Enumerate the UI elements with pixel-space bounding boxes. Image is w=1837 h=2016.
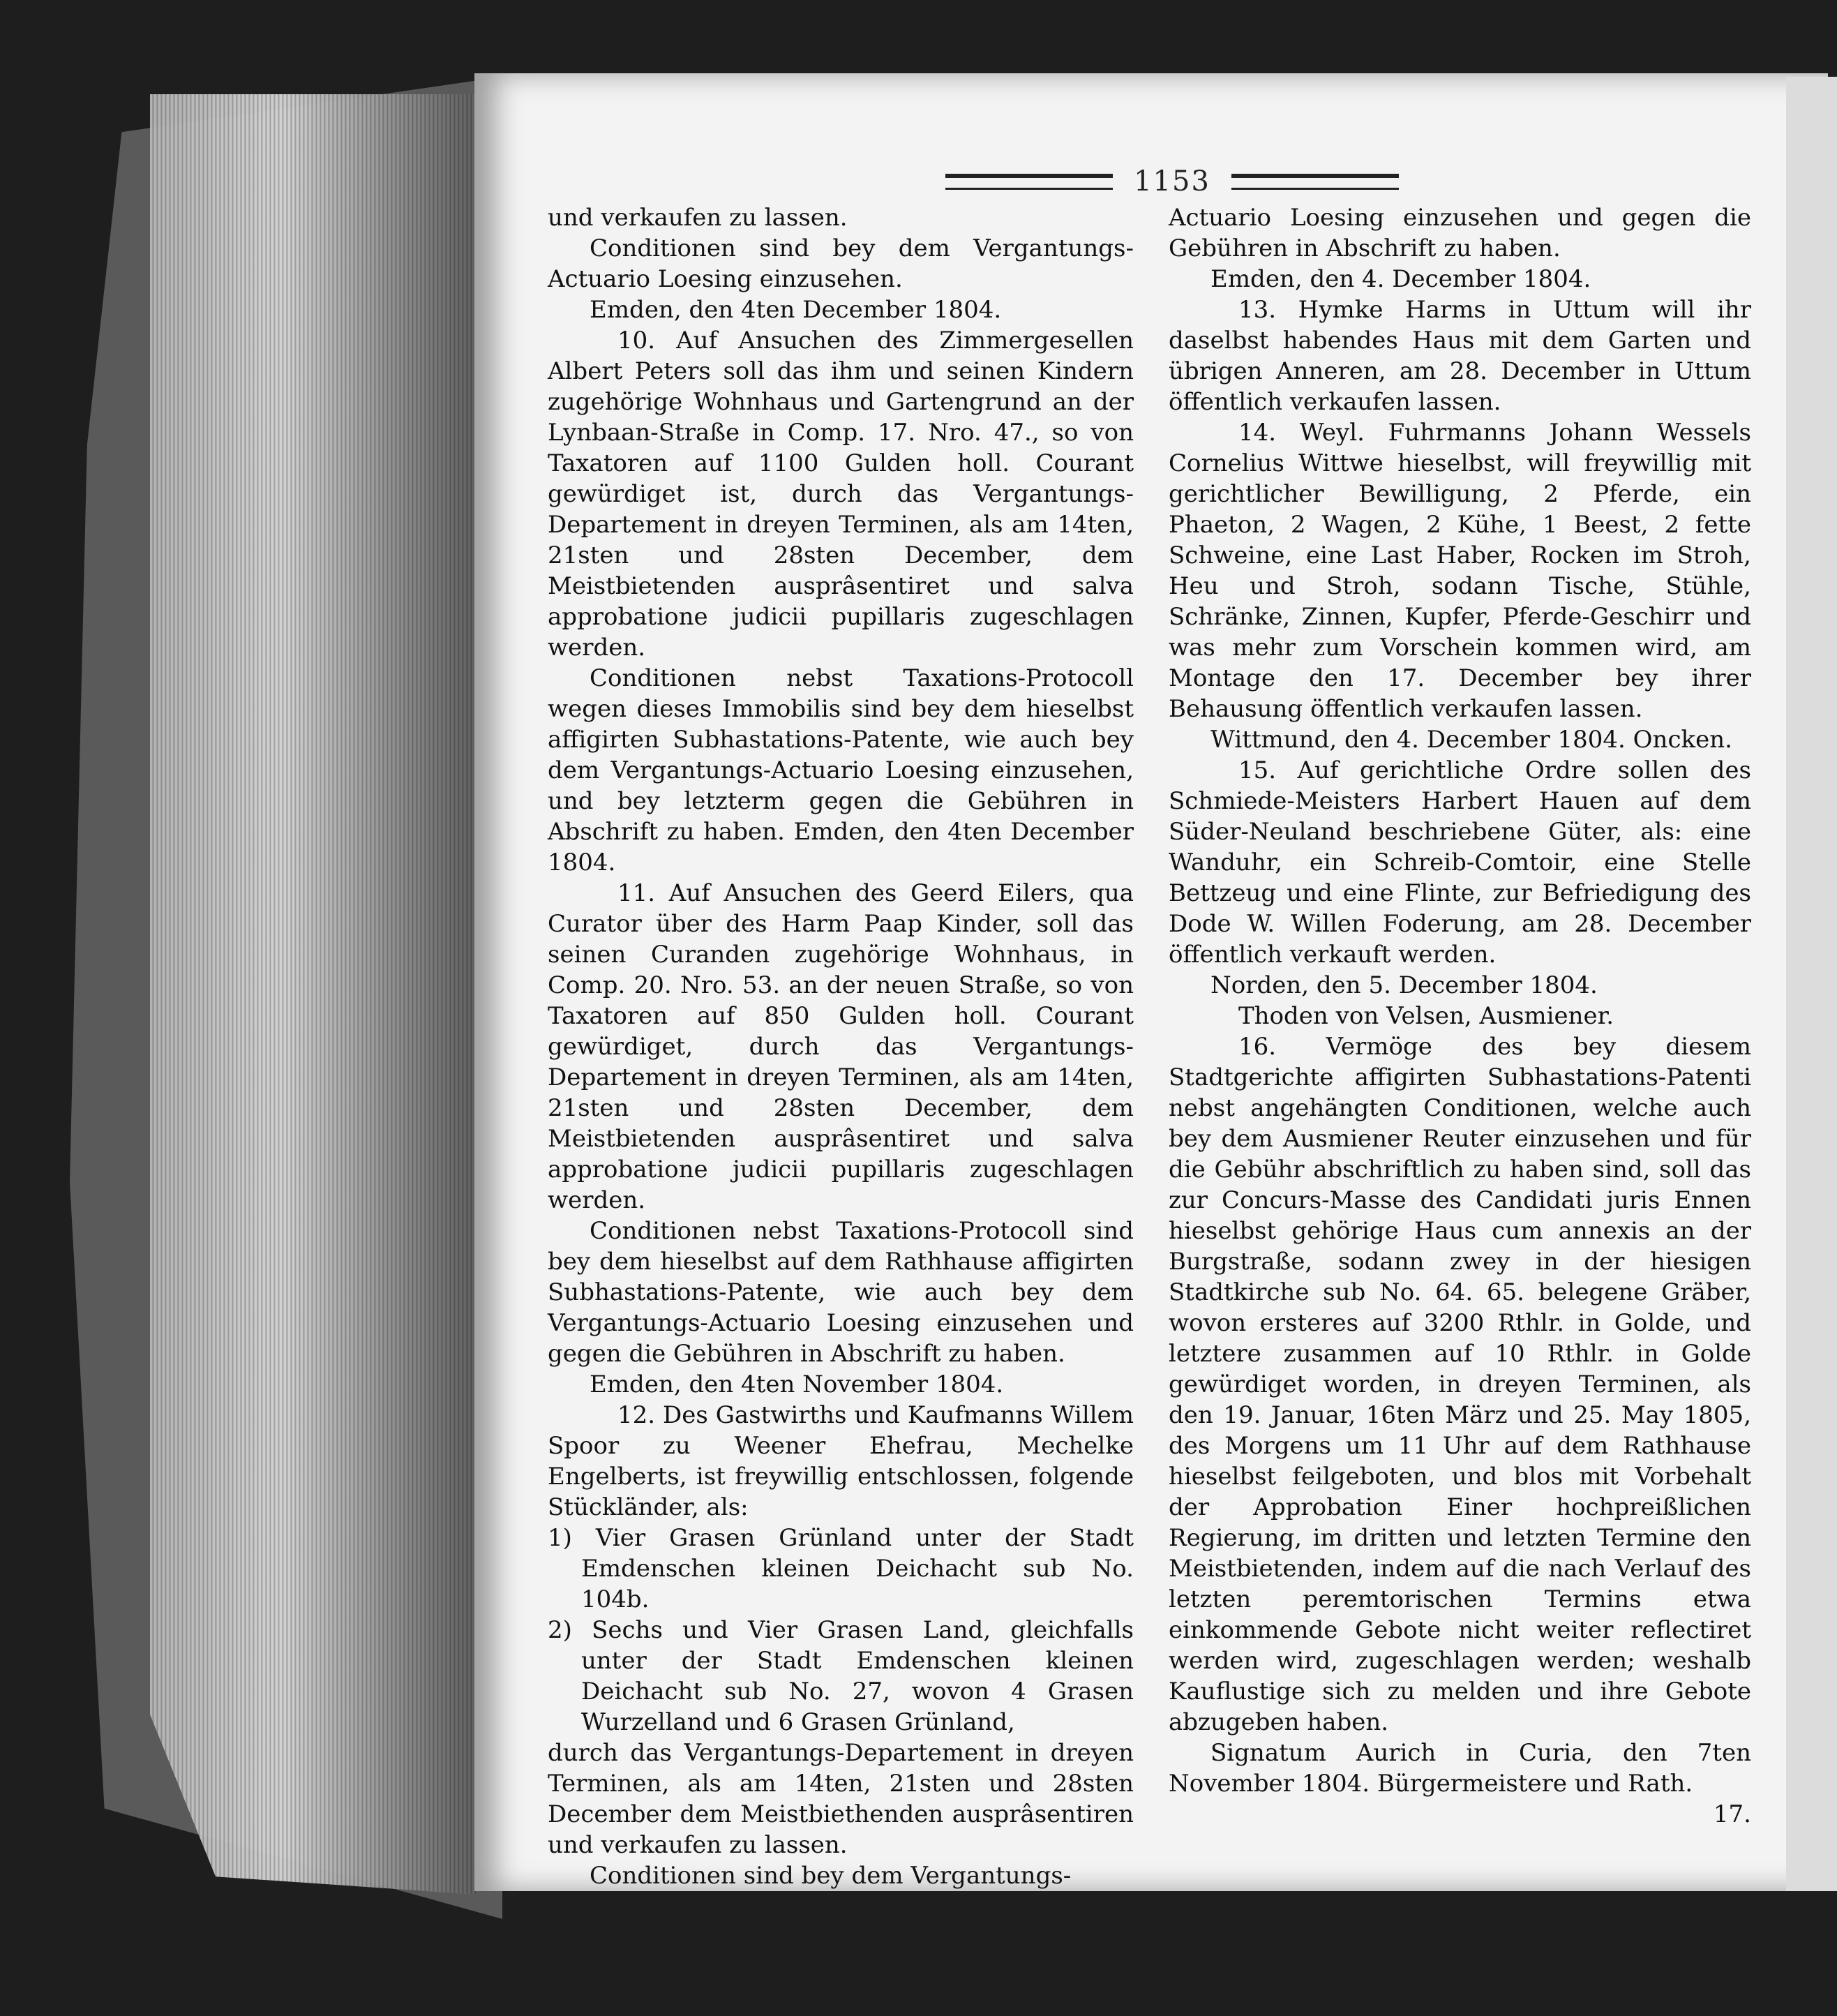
header-rule-right xyxy=(1231,174,1399,190)
page-number: 1153 xyxy=(1134,165,1210,197)
catchword: 17. xyxy=(1713,1800,1751,1828)
paragraph: Conditionen nebst Taxations-Protocoll wegen dieses Immobilis sind bey dem hieselbst affigirten Subhastations-Patente, wie auch bey dem Vergantungs-Actuario Loesing einzusehen, und bey letzterm gegen die Gebühren in Abschrift zu haben. Emden, den 4ten December 1804. xyxy=(548,664,1134,876)
dateline: Emden, den 4ten November 1804. xyxy=(590,1371,1004,1398)
notice-15: 15. Auf gerichtliche Ordre sollen des Schmiede-Meisters Harbert Hauen auf dem Süder-Neuland beschriebene Güter, als: eine Wanduhr, ein Schreib-Comtoir, eine Stelle Bettzeug und eine Flinte, zur Befriedigung des Dode W. Willen Foderung, am 28. December öffentlich verkauft werden. xyxy=(1169,756,1751,969)
notice-11: 11. Auf Ansuchen des Geerd Eilers, qua Curator über des Harm Paap Kinder, soll das seinen Curanden zugehörige Wohnhaus, in Comp. 20. Nro. 53. an der neuen Straße, so von Taxatoren auf 850 Gulden holl. Courant gewürdiget, durch das Vergantungs-Departement in dreyen Terminen, als am 14ten, 21sten und 28sten December, dem Meistbietenden ausprâsentiret und salva approbatione judicii pupillaris zugeschlagen werden. xyxy=(548,879,1134,1214)
paragraph: durch das Vergantungs-Departement in dreyen Terminen, als am 14ten, 21sten und 28sten December dem Meistbiethenden ausprâsentiren und verkaufen zu lassen. xyxy=(548,1739,1134,1859)
dateline: Emden, den 4. December 1804. xyxy=(1210,265,1591,293)
right-column xyxy=(1169,202,1751,1830)
signature: Thoden von Velsen, Ausmiener. xyxy=(1238,1002,1614,1030)
notice-13: 13. Hymke Harms in Uttum will ihr daselbst habendes Haus mit dem Garten und übrigen Anneren, am 28. December in Uttum öffentlich verkaufen lassen. xyxy=(1169,296,1751,416)
left-column xyxy=(548,202,1134,1891)
paragraph: Conditionen sind bey dem Vergantungs- xyxy=(590,1862,1072,1890)
notice-16: 16. Vermöge des bey diesem Stadtgerichte affigirten Subhastations-Patenti nebst angehängten Conditionen, welche auch bey dem Ausmiener Reuter einzusehen und für die Gebühr abschriftlich zu haben sind, soll das zur Concurs-Masse des Candidati juris Ennen hieselbst gehörige Haus cum annexis an der Burgstraße, sodann zwey in der hiesigen Stadtkirche sub No. 64. 65. belegene Gräber, wovon ersteres auf 3200 Rthlr. in Golde, und letztere zusammen auf 10 Rthlr. in Golde gewürdiget worden, in dreyen Terminen, als den 19. Januar, 16ten März und 25. May 1805, des Morgens um 11 Uhr auf dem Rathhause hieselbst feilgeboten, und blos mit Vorbehalt der Approbation Einer hochpreißlichen Regierung, im dritten und letzten Termine den Meistbietenden, indem auf die nach Verlauf des letzten peremtorischen Termins etwa einkommende Gebote nicht weiter reflectiret werden wird, zugeschlagen werden; weshalb Kauflustige sich zu melden und ihre Gebote abzugeben haben. xyxy=(1169,1033,1751,1736)
header-rule-left xyxy=(945,174,1113,190)
page-header xyxy=(921,160,1423,202)
dateline: Emden, den 4ten December 1804. xyxy=(590,296,1002,324)
dateline: Norden, den 5. December 1804. xyxy=(1210,971,1598,999)
next-page-edge xyxy=(1786,77,1837,1891)
paragraph: und verkaufen zu lassen. xyxy=(548,204,848,232)
list-item: 2) Sechs und Vier Grasen Land, gleichfalls unter der Stadt Emdenschen kleinen Deichacht sub No. 27, wovon 4 Grasen Wurzelland und 6 Grasen Grünland, xyxy=(548,1616,1134,1736)
signature: Signatum Aurich in Curia, den 7ten November 1804. Bürgermeistere und Rath. xyxy=(1169,1739,1751,1798)
notice-14: 14. Weyl. Fuhrmanns Johann Wessels Cornelius Wittwe hieselbst, will freywillig mit gerichtlicher Bewilligung, 2 Pferde, ein Phaeton, 2 Wagen, 2 Kühe, 1 Beest, 2 fette Schweine, eine Last Haber, Rocken im Stroh, Heu und Stroh, sodann Tische, Stühle, Schränke, Zinnen, Kupfer, Pferde-Geschirr und was mehr zum Vorschein kommen wird, am Montage den 17. December bey ihrer Behausung öffentlich verkaufen lassen. xyxy=(1169,419,1751,723)
notice-10: 10. Auf Ansuchen des Zimmergesellen Albert Peters soll das ihm und seinen Kindern zugehörige Wohnhaus und Gartengrund an der Lynbaan-Straße in Comp. 17. Nro. 47., so von Taxatoren auf 1100 Gulden holl. Courant gewürdiget ist, durch das Vergantungs-Departement in dreyen Terminen, als am 14ten, 21sten und 28sten December, dem Meistbietenden ausprâsentiret und salva approbatione judicii pupillaris zugeschlagen werden. xyxy=(548,327,1134,662)
paragraph: Conditionen sind bey dem Vergantungs-Actuario Loesing einzusehen. xyxy=(548,234,1134,293)
list-item: 1) Vier Grasen Grünland unter der Stadt Emdenschen kleinen Deichacht sub No. 104b. xyxy=(548,1524,1134,1613)
dateline: Wittmund, den 4. December 1804. Oncken. xyxy=(1210,726,1732,754)
paragraph: Actuario Loesing einzusehen und gegen die Gebühren in Abschrift zu haben. xyxy=(1169,204,1751,262)
page-edges-shadow xyxy=(150,94,478,1895)
paragraph: Conditionen nebst Taxations-Protocoll sind bey dem hieselbst auf dem Rathhause affigirten Subhastations-Patente, wie auch bey dem Vergantungs-Actuario Loesing einzusehen und gegen die Gebühren in Abschrift zu haben. xyxy=(548,1217,1134,1368)
notice-12: 12. Des Gastwirths und Kaufmanns Willem Spoor zu Weener Ehefrau, Mechelke Engelberts, ist freywillig entschlossen, folgende Stückländer, als: xyxy=(548,1401,1134,1521)
